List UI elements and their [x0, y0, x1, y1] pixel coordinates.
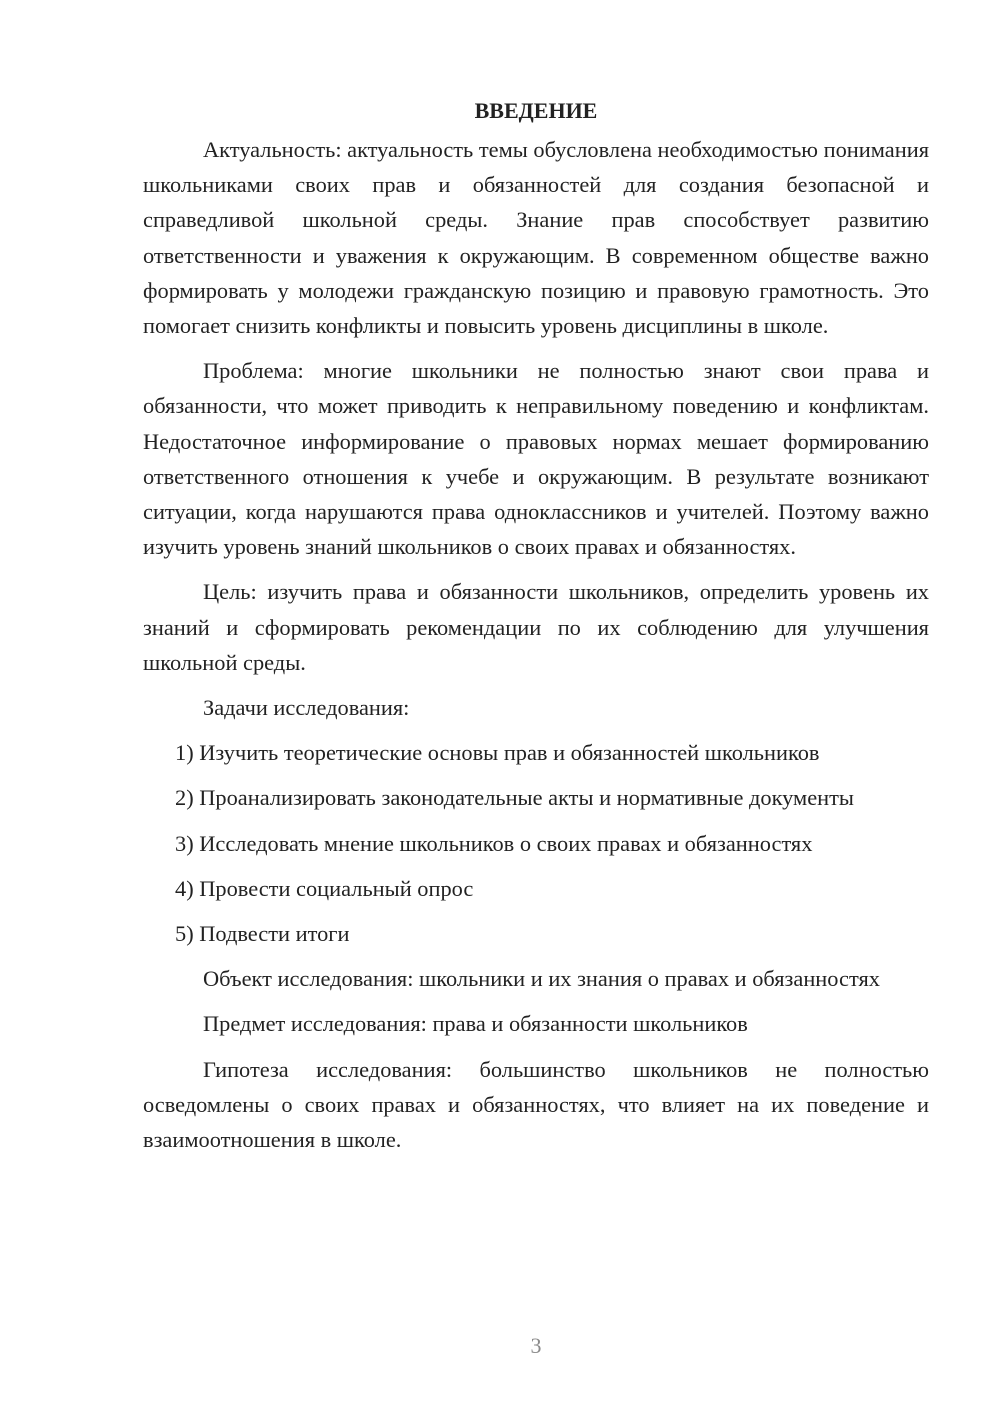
subject-paragraph: Предмет исследования: права и обязанности школьников [203, 1011, 748, 1037]
task-item: 5) Подвести итоги [175, 921, 350, 947]
goal-paragraph: Цель: изучить права и обязанности школьников, определить уровень их знаний и сформировать рекомендации по их соблюдению для улучшения школьной среды. [143, 579, 929, 675]
task-item: 1) Изучить теоретические основы прав и обязанностей школьников [175, 740, 820, 766]
task-item: 4) Провести социальный опрос [175, 875, 474, 901]
page-number: 3 [530, 1333, 542, 1358]
hypothesis-paragraph: Гипотеза исследования: большинство школьников не полностью осведомлены о своих правах и обязанностях, что влияет на их поведение и взаимоотношения в школе. [143, 1056, 929, 1153]
section-heading: ВВЕДЕНИЕ [474, 98, 598, 123]
task-item: 2) Проанализировать законодательные акты и нормативные документы [175, 785, 854, 811]
relevance-paragraph: Актуальность: актуальность темы обусловлена необходимостью понимания школьниками своих прав и обязанностей для создания безопасной и справедливой школьной среды. Знание прав способствует развитию ответственности и уважения к окружающим. В современном обществе важно формировать у молодежи гражданскую позицию и правовую грамотность. Это помогает снизить конфликты и повысить уровень дисциплины в школе. [143, 137, 929, 339]
document-page [143, 96, 929, 1167]
problem-paragraph: Проблема: многие школьники не полностью знают свои права и обязанности, что может приводить к неправильному поведению и конфликтам. Недостаточное информирование о правовых нормах мешает формированию ответственного отношения к учебе и окружающим. В результате возникают ситуации, когда нарушаются права одноклассников и учителей. Поэтому важно изучить уровень знаний школьников о своих правах и обязанностях. [143, 358, 929, 560]
tasks-title: Задачи исследования: [203, 695, 410, 721]
object-paragraph: Объект исследования: школьники и их знания о правах и обязанностях [203, 966, 880, 992]
task-item: 3) Исследовать мнение школьников о своих правах и обязанностях [175, 830, 813, 856]
